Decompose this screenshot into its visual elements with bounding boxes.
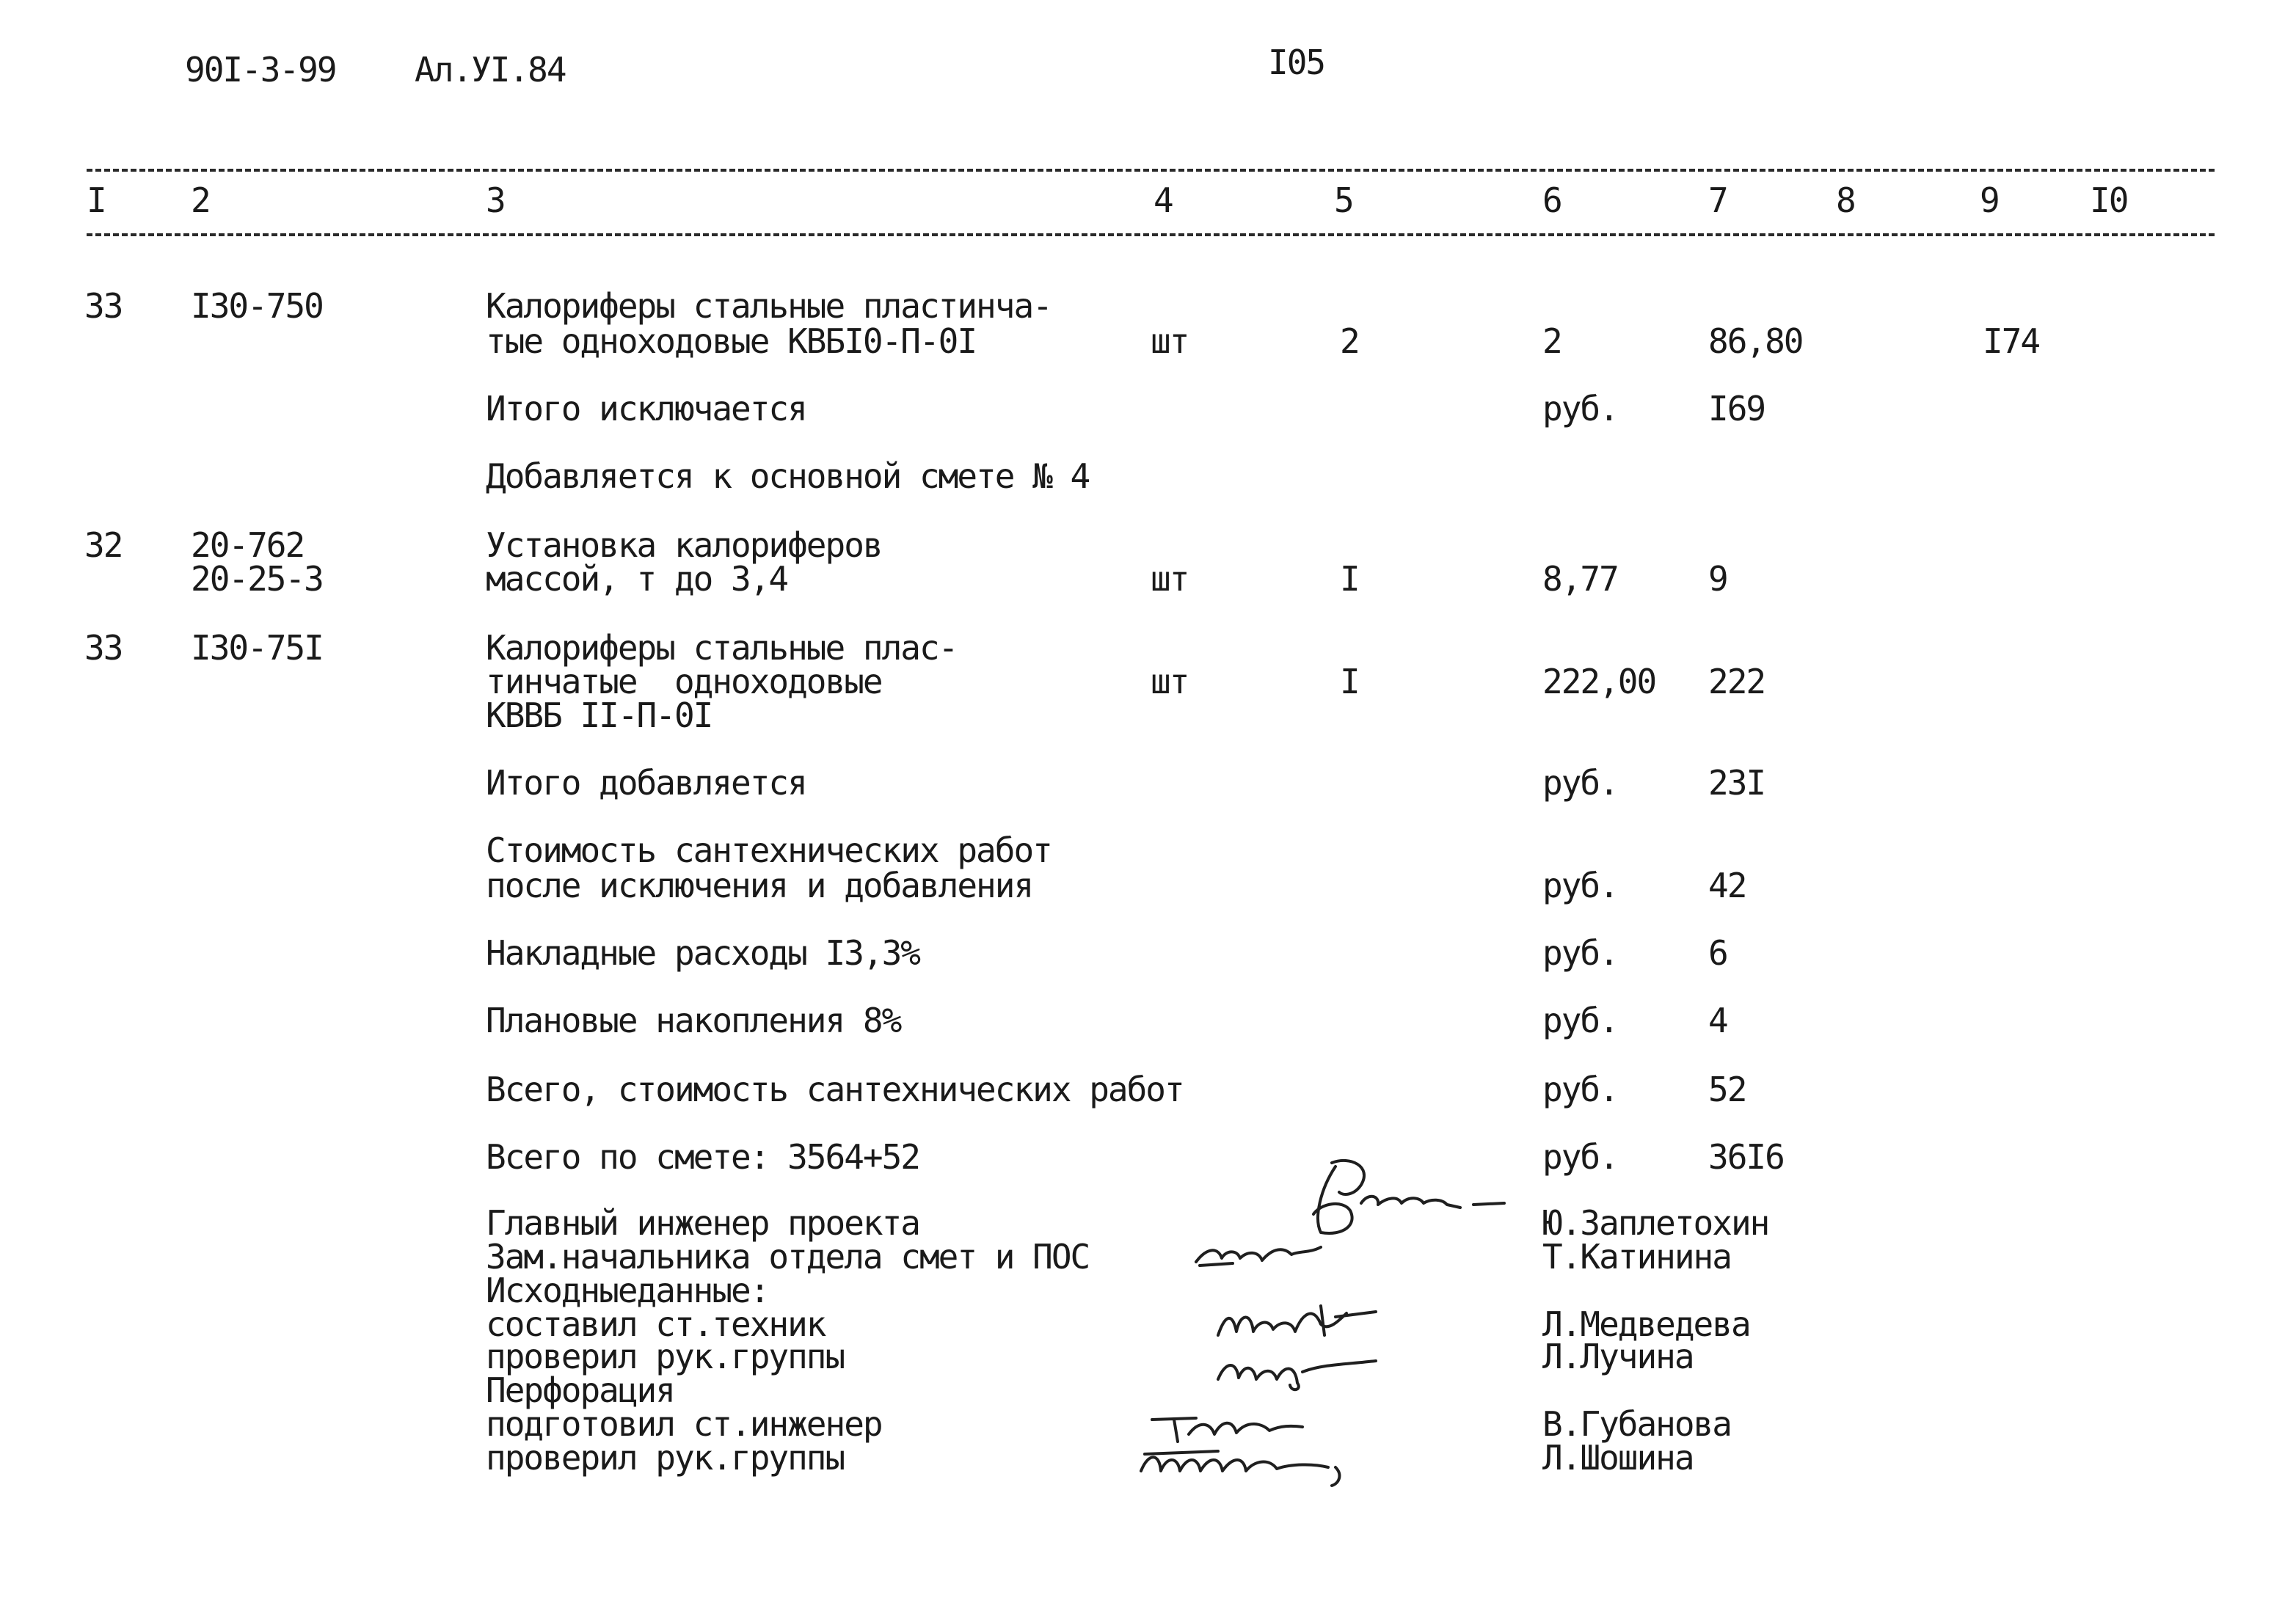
deputy-head-signature (1189, 1233, 1335, 1277)
signature-name: Л.Медведева (1542, 1304, 1750, 1344)
column-header-10: I0 (2090, 180, 2128, 220)
reviewer-signature (1130, 1438, 1365, 1489)
row-description-line: тинчатые одноходовые (486, 662, 882, 701)
row-description-line: Стоимость сантехнических работ (486, 830, 1052, 870)
row-quantity: I (1340, 559, 1359, 599)
row-price: 222,00 (1542, 662, 1656, 701)
row-cost: 86,80 (1708, 321, 1803, 361)
row-code: I30-75I (191, 628, 323, 668)
row-cost: 6 (1708, 933, 1727, 973)
row-unit: шт (1151, 559, 1189, 599)
row-description-line: тые одноходовые КВБI0-П-0I (486, 321, 977, 361)
header-bottom-rule (87, 233, 2215, 236)
row-price: руб. (1542, 763, 1618, 803)
row-cost: 23I (1708, 763, 1765, 803)
signature-role: проверил рук.группы (486, 1438, 845, 1478)
row-price: руб. (1542, 1001, 1618, 1040)
row-unit: шт (1151, 662, 1189, 701)
signature-name: Л.Лучина (1542, 1337, 1694, 1376)
row-cost: 52 (1708, 1070, 1746, 1109)
column-header-5: 5 (1334, 180, 1353, 220)
signature-role: Перфорация (486, 1370, 674, 1410)
page-number: I05 (1268, 43, 1325, 82)
signature-role: Зам.начальника отдела смет и ПОС (486, 1237, 1090, 1277)
row-description-line: Добавляется к основной смете № 4 (486, 456, 1090, 496)
row-price: руб. (1542, 933, 1618, 973)
column-header-8: 8 (1836, 180, 1855, 220)
row-description-line: после исключения и добавления (486, 866, 1033, 905)
row-cost: 42 (1708, 866, 1746, 905)
row-number: 33 (84, 286, 123, 326)
row-quantity: 2 (1340, 321, 1359, 361)
column-header-1: I (87, 180, 106, 220)
signature-role: составил ст.техник (486, 1304, 826, 1344)
signature-name: В.Губанова (1542, 1404, 1731, 1444)
signature-name: Т.Катинина (1542, 1237, 1731, 1277)
row-cost: 36I6 (1708, 1137, 1784, 1177)
row-quantity: I (1340, 662, 1359, 701)
row-description-line: Накладные расходы I3,3% (486, 933, 919, 973)
row-description-line: Итого добавляется (486, 763, 806, 803)
table-top-rule (87, 169, 2215, 172)
row-description-line: Всего по смете: 3564+52 (486, 1137, 919, 1177)
signature-name: Л.Шошина (1542, 1438, 1694, 1478)
column-header-7: 7 (1708, 180, 1727, 220)
row-code: 20-762 (191, 525, 305, 565)
row-description-line: Всего, стоимость сантехнических работ (486, 1070, 1184, 1109)
signature-role: проверил рук.группы (486, 1337, 845, 1376)
compiler-signature (1211, 1291, 1380, 1350)
checker-signature (1211, 1343, 1380, 1394)
row-description-line: Установка калориферов (486, 525, 882, 565)
row-price: руб. (1542, 866, 1618, 905)
row-cost: 4 (1708, 1001, 1727, 1040)
row-cost: I69 (1708, 389, 1765, 428)
signature-name: Ю.Заплетохин (1542, 1203, 1769, 1243)
doc-code: 90I-3-99 (185, 50, 336, 90)
row-cost: 222 (1708, 662, 1765, 701)
row-price: руб. (1542, 389, 1618, 428)
row-price: 8,77 (1542, 559, 1618, 599)
row-number: 33 (84, 628, 123, 668)
row-code: I30-750 (191, 286, 323, 326)
row-description-line: КВВБ II-П-0I (486, 695, 713, 735)
signature-role: Исходныеданные: (486, 1271, 769, 1310)
row-code: 20-25-3 (191, 559, 323, 599)
column-header-3: 3 (486, 180, 505, 220)
row-column-9: I74 (1983, 321, 2040, 361)
row-price: 2 (1542, 321, 1561, 361)
signature-role: подготовил ст.инженер (486, 1404, 882, 1444)
column-header-9: 9 (1980, 180, 1999, 220)
row-unit: шт (1151, 321, 1189, 361)
column-header-4: 4 (1154, 180, 1173, 220)
row-description-line: Калориферы стальные пластинча- (486, 286, 1052, 326)
column-header-6: 6 (1542, 180, 1561, 220)
signature-role: Главный инженер проекта (486, 1203, 919, 1243)
row-cost: 9 (1708, 559, 1727, 599)
row-description-line: Плановые накопления 8% (486, 1001, 901, 1040)
sheet-label: Ал.УI.84 (415, 50, 566, 90)
row-description-line: Калориферы стальные плас- (486, 628, 958, 668)
row-price: руб. (1542, 1070, 1618, 1109)
row-description-line: массой, т до 3,4 (486, 559, 788, 599)
row-description-line: Итого исключается (486, 389, 806, 428)
row-number: 32 (84, 525, 123, 565)
row-price: руб. (1542, 1137, 1618, 1177)
column-header-2: 2 (191, 180, 210, 220)
